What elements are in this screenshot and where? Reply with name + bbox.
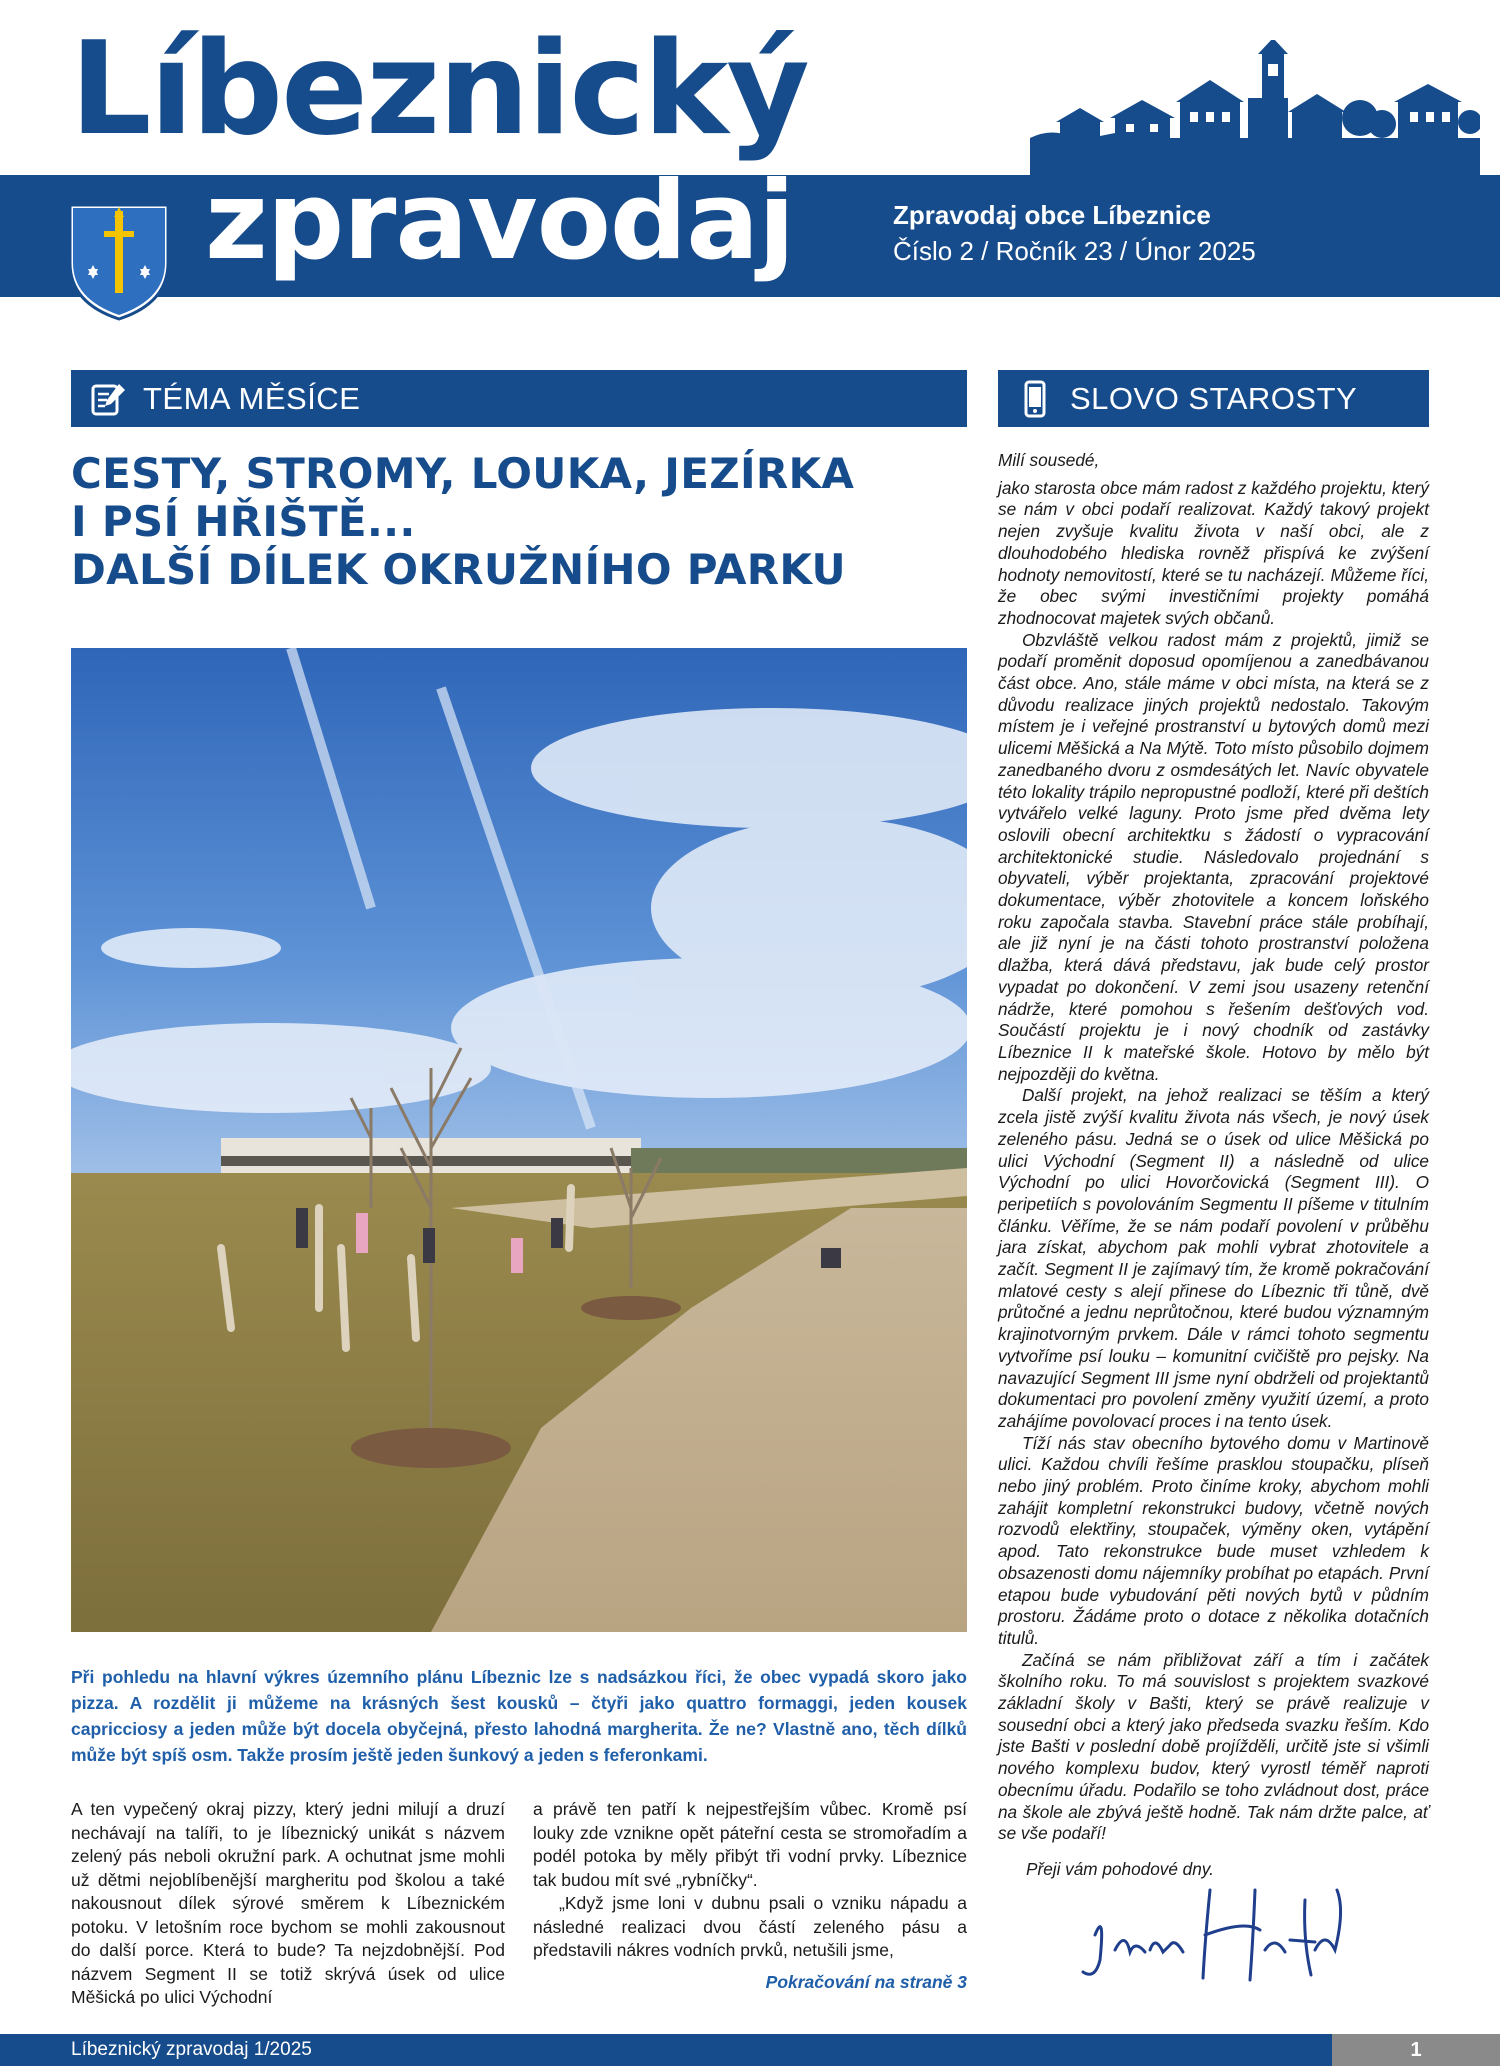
article-paragraph: a právě ten patří k nejpestřejším vůbec. Kromě psí louky zde vznikne opět páteřní cesta se stromořadím a podél potoka by měly přibýt tři vodní prvky. Líbeznice tak budou mít své „rybníčky“.	[533, 1799, 967, 1890]
section-header-topic-label: TÉMA MĚSÍCE	[143, 380, 361, 416]
mayor-paragraph: jako starosta obce mám radost z každého projektu, který se nám v obci podaří realizovat. Každý takový projekt nejen zvyšuje kvalitu života v naší obci, ale z dlouhodobého hlediska rovněž přispívá ke zvýšení hodnoty nemovitostí, které se tu nacházejí. Můžeme říci, že obec svými investičními projekty pomáhá zhodnocovat majetek svých občanů.	[998, 477, 1429, 628]
pencil-note-icon	[89, 380, 127, 418]
continue-link[interactable]: Pokračování na straně 3	[765, 1972, 967, 1992]
section-header-mayor-label: SLOVO STAROSTY	[1070, 380, 1358, 416]
village-skyline-illustration	[1030, 40, 1480, 178]
masthead-issue-info: Číslo 2 / Ročník 23 / Únor 2025	[893, 236, 1256, 266]
mayor-paragraph: Obzvláště velkou radost mám z projektů, jimiž se podaří proměnit doposud opomíjenou a zanedbávanou část obce. Ano, stále máme v obci místa, na která se z důvodu realizace jiných projektů nedostalo. Takovým místem je i veřejné prostranství u bytových domů mezi ulicemi Měšická a Na Mýtě. Toto místo působilo dojmem zanedbaného dvoru z osmdesátých let. Navíc obyvatele této lokality trápilo nepropustné podloží, které při deštích vytvářelo velké laguny. Proto jsme před dvěma lety oslovili obecní architektku s žádostí o vypracování architektonické studie. Následovalo projednání s obyvateli, výběr projektanta, zpracování projektové dokumentace, výběr zhotovitele a koncem loňského roku započala stavba. Stavební práce stále probíhají, ale již nyní je na části tohoto prostranství položena dlažba, která dává představu, jak bude celý prostor vypadat po dokončení. V zemi jsou usazeny retenční nádrže, které pomohou s řešením dešťových vod. Součástí projektu je i nový chodník od zastávky Líbeznice II k mateřské škole. Hotovo by mělo být nejpozději do května.	[998, 629, 1429, 1084]
article-paragraph: „Když jsme loni v dubnu psali o vzniku nápadu a následné realizaci dvou částí zeleného pásu a představili nákres vodních prvků, netušili jsme,	[533, 1893, 967, 1960]
mayor-signature	[1075, 1880, 1355, 1990]
mayor-greeting: Milí sousedé,	[998, 450, 1100, 470]
masthead-title-line2: zpravodaj	[205, 159, 795, 284]
headline-line-2: I PSÍ HŘIŠTĚ...	[71, 497, 416, 546]
smartphone-icon	[1016, 380, 1054, 418]
article-column-2	[533, 1798, 967, 1963]
footer-publication: Líbeznický zpravodaj 1/2025	[71, 2039, 312, 2060]
mayor-paragraph: Další projekt, na jehož realizaci se těším a který zcela jistě zvýší kvalitu života nás všech, je nový úsek zeleného pásu. Jedná se o úsek od ulice Měšická po ulici Východní (Segment II) a následně od ulice Východní po ulici Hovorčovická (Segment III). O peripetiích s povolováním Segmentu II píšeme v titulním článku. Věříme, že se nám podaří povolení v průběhu jara získat, abychom pak mohli vybrat zhotovitele a začít. Segment II je zajímavý tím, že kromě pokračování mlatové cesty s alejí přinese do Líbeznic tři tůně, dvě průtočné a jednu neprůtočnou, které budou významným krajinotvorným prvkem. Dále v rámci tohoto segmentu vytvoříme psí louku – komunitní cvičiště pro pejsky. Na navazující Segment III jsme nyní obdrželi od projektantů dokumentaci pro povolení změny využití území, a proto zahájíme povolovací proces i na tento úsek.	[998, 1085, 1429, 1431]
article-headline	[71, 450, 971, 594]
page-number: 1	[1332, 2034, 1500, 2066]
section-header-topic	[71, 370, 967, 427]
mayor-regards: Přeji vám pohodové dny.	[1026, 1859, 1214, 1879]
masthead-title-line1: Líbeznický	[70, 15, 808, 164]
mayor-paragraph: Tíží nás stav obecního bytového domu v Martinově ulici. Každou chvíli řešíme prasklou stoupačku, plíseň nebo jiný problém. Proto činíme kroky, abychom mohli zahájit kompletní rekonstrukci budovy, včetně nových rozvodů elektřiny, stoupaček, výměny oken, vytápění apod. Tato rekonstrukce bude muset vzhledem k obsazenosti domu nájemníky probíhat po etapách. První etapou bude vybudování pěti nových bytů v půdním prostoru. Žádáme proto o dotace z několika dotačních titulů.	[998, 1432, 1429, 1648]
municipal-coat-of-arms-icon	[68, 203, 170, 321]
headline-line-1: CESTY, STROMY, LOUKA, JEZÍRKA	[71, 449, 855, 498]
article-lead: Při pohledu na hlavní výkres územního plánu Líbeznic lze s nadsázkou říci, že obec vypadá skoro jako pizza. A rozdělit ji můžeme na krásných šest kousků – čtyři jako quattro formaggi, jeden kousek capricciosy a jeden může být docela obyčejná, přesto lahodná margherita. Že ne? Vlastně ano, těch dílků může být spíš osm. Takže prosím ještě jeden šunkový a jeden s feferonkami.	[71, 1667, 967, 1765]
masthead-subtitle: Zpravodaj obce Líbeznice	[893, 200, 1211, 230]
headline-line-3: DALŠÍ DÍLEK OKRUŽNÍHO PARKU	[71, 545, 846, 594]
section-header-mayor	[998, 370, 1429, 427]
article-paragraph: A ten vypečený okraj pizzy, který jedni milují a druzí nechávají na talíři, to je líbeznický unikát s názvem zelený pás neboli okružní park. A ochutnat jsme mohli už dětmi nejoblíbenější margheritu pod školou a také nakousnout dílek sýrové směrem k Líbeznickém potoku. V letošním roce bychom se mohli zakousnout do další porce. Která to bude? Ta nejzdobnější. Pod názvem Segment II se totiž skrývá úsek od ulice Měšická po ulici Východní	[71, 1799, 505, 2007]
masthead	[0, 0, 1500, 298]
mayor-paragraph: Začíná se nám přibližovat září a tím i začátek školního roku. To má souvislost s projektem svazkové základní školy v Bašti, který se právě realizuje v sousední obci a který jako předseda svazku řeším. Kdo jste Bašti v poslední době projížděli, určitě jste si všimli nového komplexu budov, který vyrostl téměř naproti obecnímu úřadu. Podařilo se toho zvládnout dost, práce na škole ale zbývá ještě hodně. Tak nám držte palce, ať se vše podaří!	[998, 1649, 1429, 1844]
mayor-column	[998, 450, 1429, 1881]
article-column-1	[71, 1798, 505, 2010]
park-photo	[71, 648, 967, 1632]
page-footer	[0, 2034, 1500, 2066]
